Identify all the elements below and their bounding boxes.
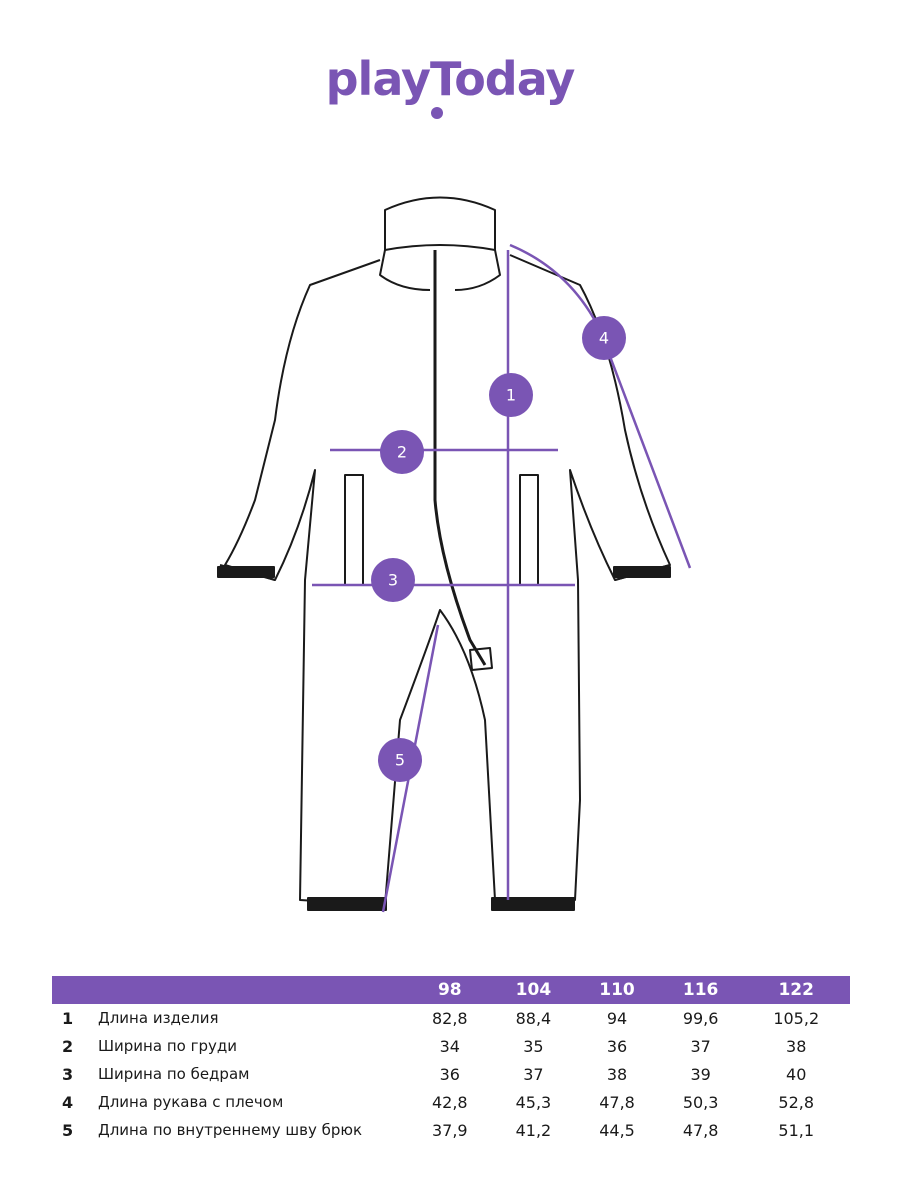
size-header-116: 116 bbox=[659, 976, 743, 1004]
marker-4 bbox=[582, 316, 626, 360]
table-row bbox=[52, 1004, 850, 1032]
table-row bbox=[52, 1088, 850, 1116]
row-value: 99,6 bbox=[682, 1008, 719, 1028]
row-value: 39 bbox=[690, 1064, 711, 1084]
marker-5-label: 5 bbox=[394, 750, 406, 770]
brand-logo bbox=[0, 52, 900, 106]
table-row bbox=[52, 1116, 850, 1144]
marker-1 bbox=[489, 373, 533, 417]
row-value: 37,9 bbox=[431, 1120, 468, 1140]
row-value: 36 bbox=[439, 1064, 460, 1084]
row-number: 2 bbox=[62, 1036, 74, 1056]
row-value: 40 bbox=[786, 1064, 807, 1084]
row-value: 35 bbox=[523, 1036, 544, 1056]
row-value: 37 bbox=[690, 1036, 711, 1056]
row-value: 50,3 bbox=[682, 1092, 719, 1112]
row-label: Ширина по бедрам bbox=[98, 1065, 250, 1083]
measure-lines bbox=[312, 245, 690, 912]
table-row bbox=[52, 1060, 850, 1088]
row-value: 38 bbox=[786, 1036, 807, 1056]
logo-dot-icon bbox=[430, 106, 444, 120]
size-header-122: 122 bbox=[742, 976, 850, 1004]
header-label-cell bbox=[98, 976, 408, 1004]
row-value: 47,8 bbox=[682, 1120, 719, 1140]
row-value: 42,8 bbox=[431, 1092, 468, 1112]
table-row bbox=[52, 1032, 850, 1060]
row-value: 36 bbox=[606, 1036, 628, 1056]
row-number: 5 bbox=[62, 1120, 74, 1140]
row-number: 3 bbox=[62, 1064, 74, 1084]
jumpsuit-diagram bbox=[0, 160, 900, 940]
size-table-header bbox=[52, 976, 850, 1004]
size-header-110: 110 bbox=[575, 976, 659, 1004]
row-value: 34 bbox=[439, 1036, 460, 1056]
row-label: Ширина по груди bbox=[98, 1037, 237, 1055]
row-label: Длина изделия bbox=[98, 1009, 219, 1027]
row-value: 47,8 bbox=[599, 1092, 635, 1112]
row-value: 44,5 bbox=[599, 1120, 635, 1140]
size-header-98: 98 bbox=[408, 976, 492, 1004]
row-number: 1 bbox=[62, 1008, 74, 1028]
size-table bbox=[52, 976, 850, 1144]
marker-2 bbox=[380, 430, 424, 474]
marker-1-label: 1 bbox=[505, 385, 517, 405]
header-num-cell bbox=[52, 976, 98, 1004]
marker-3-label: 3 bbox=[387, 570, 399, 590]
row-label: Длина рукава с плечом bbox=[98, 1093, 284, 1111]
marker-3 bbox=[371, 558, 415, 602]
row-value: 37 bbox=[523, 1064, 544, 1084]
marker-5 bbox=[378, 738, 422, 782]
jumpsuit-outline bbox=[218, 198, 670, 911]
row-value: 51,1 bbox=[778, 1120, 815, 1140]
marker-2-label: 2 bbox=[396, 442, 408, 462]
marker-4-label: 4 bbox=[598, 328, 610, 348]
brand-logo-part2: Today bbox=[429, 52, 575, 106]
brand-logo-part1: play bbox=[325, 52, 430, 106]
row-label: Длина по внутреннему шву брюк bbox=[98, 1121, 363, 1139]
row-value: 105,2 bbox=[773, 1008, 820, 1028]
row-value: 52,8 bbox=[778, 1092, 815, 1112]
row-value: 88,4 bbox=[515, 1008, 552, 1028]
row-value: 94 bbox=[606, 1008, 628, 1028]
row-value: 82,8 bbox=[431, 1008, 468, 1028]
row-value: 41,2 bbox=[515, 1120, 552, 1140]
row-value: 38 bbox=[606, 1064, 628, 1084]
row-value: 45,3 bbox=[515, 1092, 552, 1112]
row-number: 4 bbox=[62, 1092, 74, 1112]
size-header-104: 104 bbox=[492, 976, 576, 1004]
